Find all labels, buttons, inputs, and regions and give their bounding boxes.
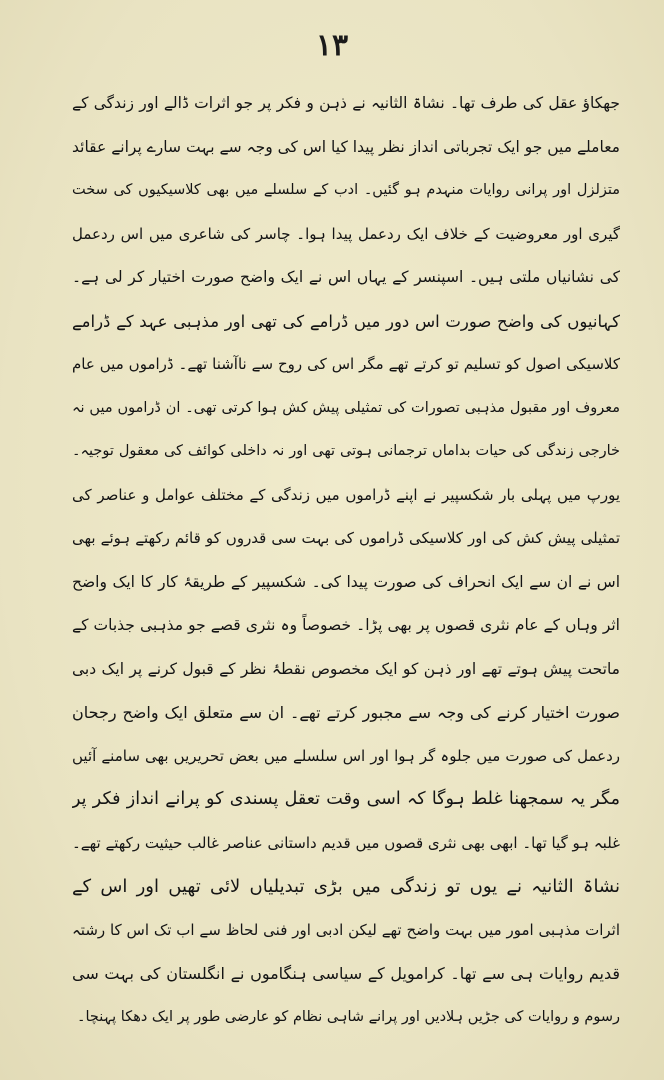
text-line: جھکاؤ عقل کی طرف تھا۔ نشاۃ الثانیہ نے ذہن و فکر پر جو اثرات ڈالے اور زندگی کے <box>72 94 620 112</box>
text-line: مگر یہ سمجھنا غلط ہوگا کہ اسی وقت تعقل پسندی کو پرانے انداز فکر پر <box>72 789 620 809</box>
body-text <box>72 82 620 1039</box>
text-line: نشاۃ الثانیہ نے یوں تو زندگی میں بڑی تبدیلیاں لائی تھیں اور اس کے <box>72 876 620 897</box>
text-line: ردعمل کی صورت میں جلوہ گر ہوا اور اس سلسلے میں بعض تحریریں بھی سامنے آئیں <box>72 746 620 765</box>
text-line: رسوم و روایات کی جڑیں ہلادیں اور پرانے شاہی نظام کو عارضی طور پر ایک دھکا پہنچا۔ <box>77 1008 620 1025</box>
text-line: گیری اور معروضیت کے خلاف ایک ردعمل پیدا ہوا۔ چاسر کی شاعری میں اس ردعمل <box>72 224 620 243</box>
text-line: صورت اختیار کرنے کی وجہ سے مجبور کرتے تھے۔ ان سے متعلق ایک واضح رجحان <box>72 703 620 722</box>
text-line: اثرات مذہبی امور میں بہت واضح تھے لیکن ادبی اور فنی لحاظ سے اب تک اس کا رشتہ <box>72 920 620 939</box>
text-line: کہانیوں کی واضح صورت اس دور میں ڈرامے کی تھی اور مذہبی عہد کے ڈرامے <box>72 311 620 331</box>
text-line: معروف اور مقبول مذہبی تصورات کی تمثیلی پیش کش ہوا کرتی تھی۔ ان ڈراموں میں نہ <box>72 399 620 416</box>
text-line: قدیم روایات ہی سے تھا۔ کرامویل کے سیاسی ہنگاموں نے انگلستان کی بہت سی <box>72 964 620 983</box>
text-line: خارجی زندگی کی حیات بداماں ترجمانی ہوتی تھی اور نہ داخلی کوائف کی معقول توجیہ۔ <box>72 443 620 459</box>
text-line: کلاسیکی اصول کو تسلیم تو کرتے تھے مگر اس کی روح سے ناآشنا تھے۔ ڈراموں میں عام <box>72 355 620 373</box>
text-line: اثر وہاں کے عام نثری قصوں پر بھی پڑا۔ خصوصاً وہ نثری قصے جو مذہبی جذبات کے <box>72 616 620 634</box>
text-line: ماتحت پیش ہوتے تھے اور ذہن کو ایک مخصوص نقطۂ نظر کے قبول کرنے پر ایک دبی <box>72 659 620 678</box>
page-number: ۱۳ <box>315 28 349 63</box>
text-line: تمثیلی پیش کش کی اور کلاسیکی ڈراموں کی بہت سی قدروں کو قائم رکھتے ہوئے بھی <box>72 529 620 547</box>
text-line: اس نے ان سے ایک انحراف کی صورت پیدا کی۔ شکسپیر کے طریقۂ کار کا ایک واضح <box>72 572 620 591</box>
text-line: معاملے میں جو ایک تجرباتی انداز نظر پیدا کیا اس کی وجہ سے بہت سارے پرانے عقائد <box>72 137 620 156</box>
text-line: کی نشانیاں ملتی ہیں۔ اسپنسر کے یہاں اس نے ایک واضح صورت اختیار کر لی ہے۔ <box>72 268 620 286</box>
text-line: یورپ میں پہلی بار شکسپیر نے اپنے ڈراموں میں زندگی کے مختلف عوامل و عناصر کی <box>72 485 620 504</box>
text-line: متزلزل اور پرانی روایات منہدم ہو گئیں۔ ادب کے سلسلے میں بھی کلاسیکیوں کی سخت <box>72 182 620 198</box>
text-line: غلبہ ہو گیا تھا۔ ابھی بھی نثری قصوں میں قدیم داستانی عناصر غالب حیثیت رکھتے تھے۔ <box>72 833 620 852</box>
